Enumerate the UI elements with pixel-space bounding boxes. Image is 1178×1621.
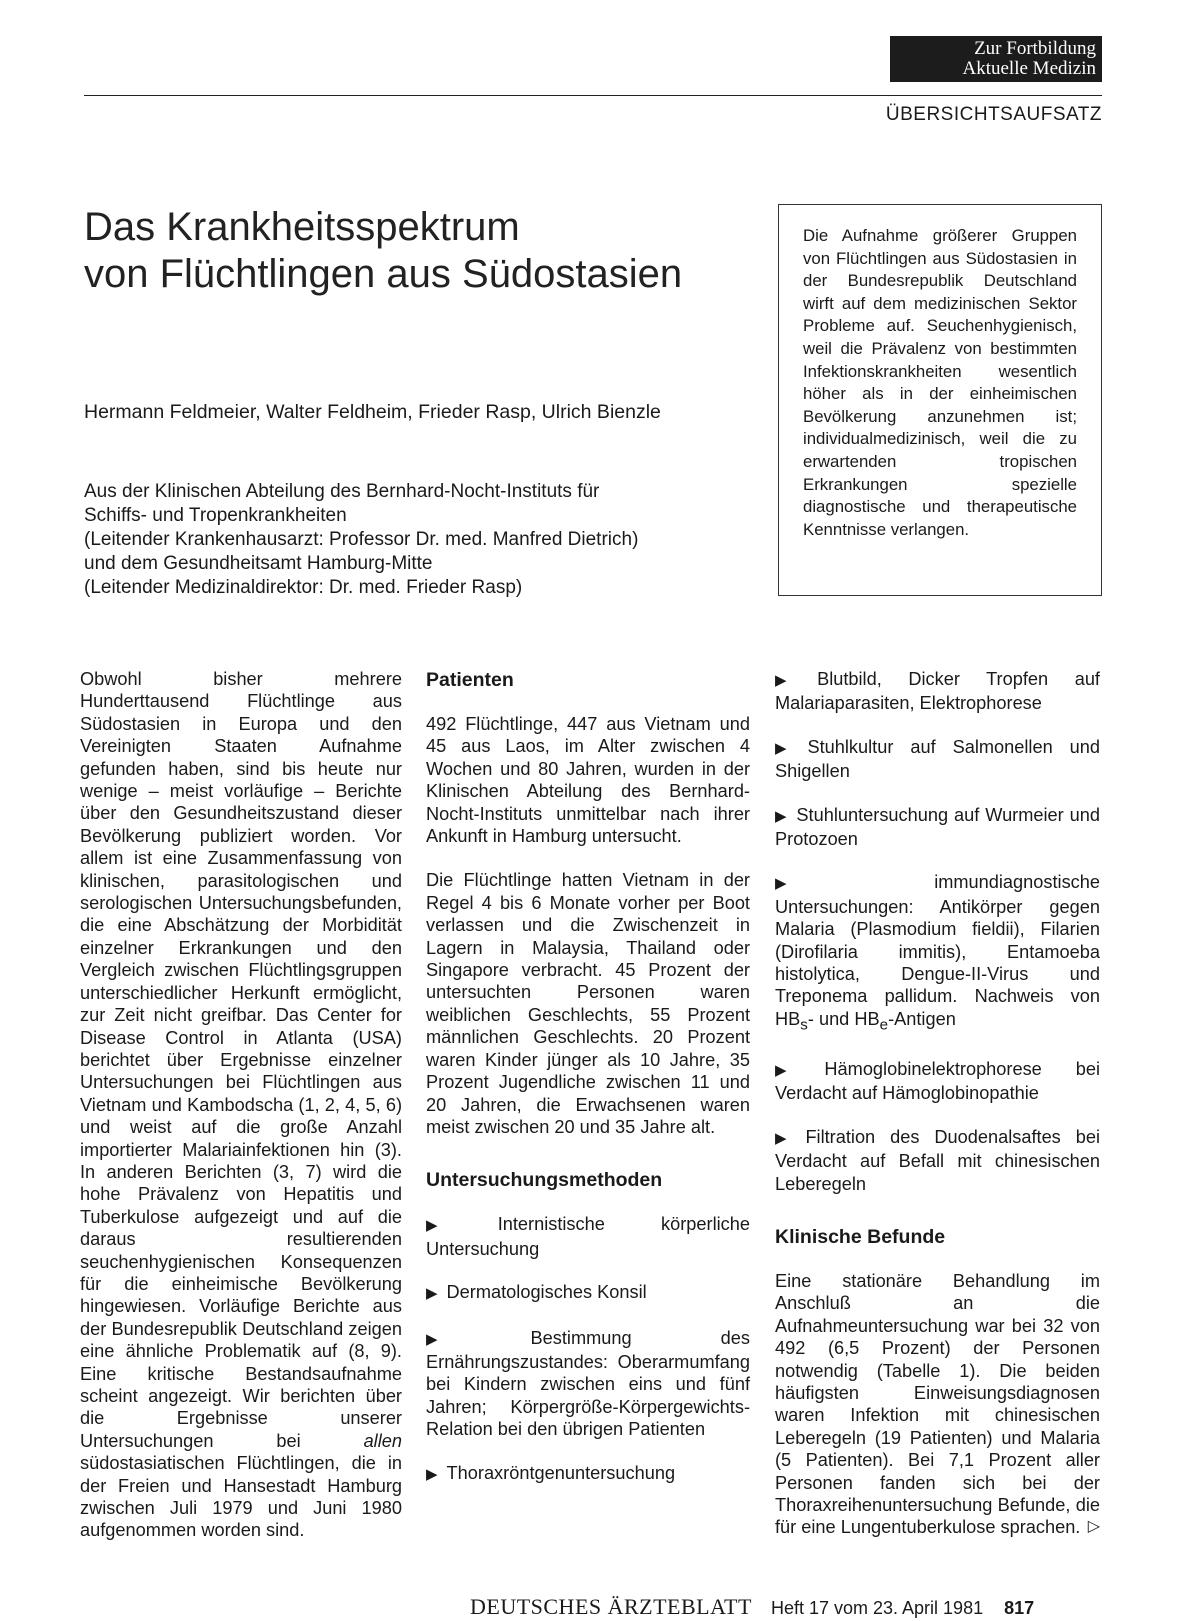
column-3 [775,668,1100,1561]
column-2 [426,668,750,1507]
title-line-1: Das Krankheitsspektrum [84,205,520,249]
list-item-text: Dermatologisches Konsil [446,1282,647,1303]
triangle-bullet-icon: ▶ [426,1285,438,1303]
list-item-text: Stuhlkultur auf Salmonellen und Shigellen [775,736,1100,782]
intro-emphasis: allen [363,1430,402,1451]
triangle-bullet-icon: ▶ [775,672,809,689]
affiliation [84,480,774,600]
methods-list-continued [775,668,1100,1195]
list-item-text: Filtration des Duodenalsaftes bei Verdacht auf Befall mit chinesischen Leberegeln [775,1126,1100,1194]
list-item-text: Blutbild, Dicker Tropfen auf Malariaparasiten, Elektrophorese [775,669,1100,714]
section-badge [890,36,1102,82]
list-item-text: Internistische körperliche Untersuchung [426,1214,750,1259]
affiliation-line: (Leitender Medizinaldirektor: Dr. med. Frieder Rasp) [84,577,523,598]
list-item [426,1462,750,1486]
intro-text-end: südostasiatischen Flüchtlingen, die in der Freien und Hansestadt Hamburg zwischen Juli 1979 und Juni 1980 aufgenommen worden sind. [80,1453,402,1541]
author-list: Hermann Feldmeier, Walter Feldheim, Frieder Rasp, Ulrich Bienzle [84,401,661,423]
section-label: ÜBERSICHTSAUFSATZ [885,104,1102,125]
list-item-text: Thoraxröntgenuntersuchung [446,1462,676,1483]
column-1 [80,668,402,1564]
abstract-box [778,204,1102,596]
befunde-text: Eine stationäre Behandlung im Anschluß an die Aufnahmeuntersuchung war bei 32 von 492 (6,5 Prozent) der Personen notwendig (Tabelle 1). Die beiden häufigsten Einweisungsdiagnosen waren Infektion mit chinesischen Leberegeln (19 Patienten) und Malaria (5 Patienten). Bei 7,1 Prozent aller Personen fanden sich bei der Thoraxreihenuntersuchung Befunde, die für eine Lungentuberkulose sprachen. [775,1270,1100,1538]
title-line-2: von Flüchtlingen aus Südostasien [84,252,683,296]
heading-patienten: Patienten [426,669,514,691]
triangle-bullet-icon: ▶ [426,1465,438,1483]
list-item-text: Bestimmung des Ernährungszustandes: Oberarmumfang bei Kindern zwischen eins und fünf Jahren; Körpergröße-Körpergewichts-Relation bei den übrigen Patienten [426,1327,750,1440]
list-item-text: -Antigen [888,1008,956,1029]
list-item [775,1126,1100,1195]
journal-name: DEUTSCHES ÄRZTEBLATT [470,1594,752,1619]
list-item [426,1327,750,1441]
continue-arrow-icon: ▷ [1087,1518,1100,1536]
list-item [775,736,1100,783]
patienten-paragraph-2: Die Flüchtlinge hatten Vietnam in der Regel 4 bis 6 Monate vorher per Boot verlassen und die Zwischenzeit in Lagern in Malaysia, Thailand oder Singapore verbracht. 45 Prozent der untersuchten Personen waren weiblichen Geschlechts, 55 Prozent männlichen Geschlechts. 20 Prozent waren Kinder jünger als 10 Jahre, 35 Prozent Jugendliche zwischen 11 und 20 Jahren, die Erwachsenen waren meist zwischen 20 und 35 Jahre alt. [426,870,750,1137]
triangle-bullet-icon: ▶ [775,739,799,757]
triangle-bullet-icon: ▶ [775,1061,816,1079]
list-item [775,871,1100,1036]
list-item-text: Hämoglobinelektrophorese bei Verdacht auf Hämoglobinopathie [775,1058,1100,1104]
heading-untersuchungsmethoden: Untersuchungsmethoden [426,1169,663,1192]
badge-line-1: Zur Fortbildung [974,38,1096,59]
subscript-s: s [800,1016,808,1034]
list-item [426,1281,750,1305]
affiliation-line: Schiffs- und Tropenkrankheiten [84,505,347,526]
affiliation-line: (Leitender Krankenhausarzt: Professor Dr. med. Manfred Dietrich) [84,529,639,550]
methods-list [426,1213,750,1486]
page-number: 817 [1004,1598,1035,1618]
issue-info: Heft 17 vom 23. April 1981 [770,1598,984,1618]
list-item [426,1213,750,1260]
triangle-bullet-icon: ▶ [426,1330,522,1348]
subscript-e: e [879,1016,889,1034]
abstract-text: Die Aufnahme größerer Gruppen von Flüchtlingen aus Südostasien in der Bundesrepublik Deutschland wirft auf dem medizinischen Sektor Probleme auf. Seuchenhygienisch, weil die Prävalenz von bestimmten Infektionskrankheiten wesentlich höher als in der einheimischen Bevölkerung anzunehmen ist; individualmedizinisch, weil die zu erwartenden tropischen Erkrankungen spezielle diagnostische und therapeutische Kenntnisse verlangen. [803,226,1077,539]
list-item [775,668,1100,715]
affiliation-line: und dem Gesundheitsamt Hamburg-Mitte [84,553,433,574]
header-rule [84,95,1102,96]
intro-paragraph [80,668,402,1542]
list-item-text: - und HB [807,1008,880,1029]
triangle-bullet-icon: ▶ [426,1217,489,1235]
list-item-text: Stuhluntersuchung auf Wurmeier und Protozoen [775,804,1100,850]
article-title [84,204,744,298]
heading-klinische-befunde: Klinische Befunde [775,1225,946,1248]
befunde-paragraph [775,1270,1100,1539]
intro-text: Obwohl bisher mehrere Hunderttausend Flüchtlinge aus Südostasien in Europa und den Vereinigten Staaten Aufnahme gefunden haben, sind bis heute nur wenige – meist vorläufige – Berichte über den Gesundheitszustand dieser Bevölkerung publiziert worden. Vor allem ist eine Zusammenfassung von klinischen, parasitologischen und serologischen Untersuchungsbefunden, die eine Abschätzung der Morbidität einzelner Erkrankungen und den Vergleich zwischen Flüchtlingsgruppen unterschiedlicher Herkunft ermöglicht, zur Zeit nicht greifbar. Das Center for Disease Control in Atlanta (USA) berichtet über Ergebnisse einzelner Untersuchungen bei Flüchtlingen aus Vietnam und Kambodscha (1, 2, 4, 5, 6) und weist auf die große Anzahl importierter Malariainfektionen hin (3). In anderen Berichten (3, 7) wird die hohe Prävalenz von Hepatitis und Tuberkulose aufgezeigt und auf die daraus resultierenden seuchenhygienischen Konsequenzen für die einheimische Bevölkerung hingewiesen. Vorläufige Berichte aus der Bundesrepublik Deutschland zeigen eine ähnliche Problematik auf (8, 9). Eine kritische Bestandsaufnahme scheint angezeigt. Wir berichten über die Ergebnisse unserer Untersuchungen bei [80,669,402,1451]
list-item-text: immundiagnostische Untersuchungen: Antikörper gegen Malaria (Plasmodium fieldii), Filarien (Dirofilaria immitis), Entamoeba histolytica, Dengue-II-Virus und Treponema pallidum. Nachweis von HB [775,872,1100,1029]
badge-line-2: Aktuelle Medizin [962,58,1096,79]
affiliation-line: Aus der Klinischen Abteilung des Bernhard-Nocht-Instituts für [84,481,600,502]
triangle-bullet-icon: ▶ [775,875,926,893]
list-item [775,804,1100,851]
triangle-bullet-icon: ▶ [775,1129,797,1147]
list-item [775,1058,1100,1105]
triangle-bullet-icon: ▶ [775,807,788,825]
page-footer [470,1594,1034,1620]
patienten-paragraph-1: 492 Flüchtlinge, 447 aus Vietnam und 45 aus Laos, im Alter zwischen 4 Wochen und 80 Jahren, wurden in der Klinischen Abteilung des Bernhard-Nocht-Instituts unmittelbar nach ihrer Ankunft in Hamburg untersucht. [426,714,750,847]
